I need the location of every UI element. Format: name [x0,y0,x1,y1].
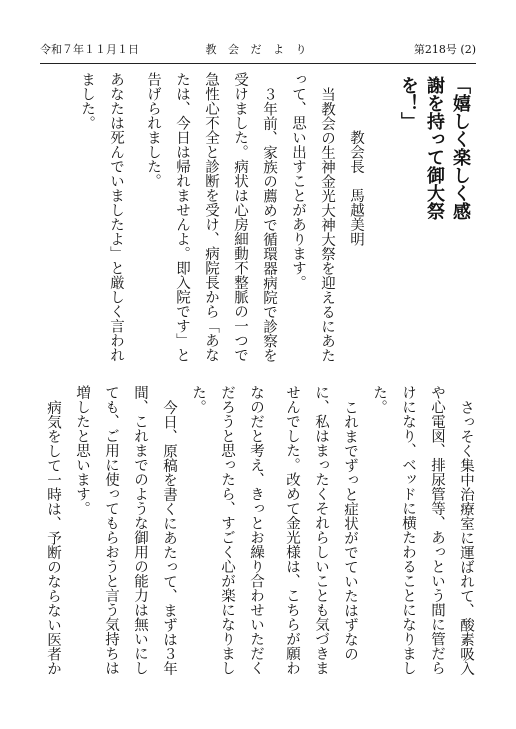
paragraph: 今日、原稿を書くにあたって、まずは３年間、これまでのような御用の能力は無いにしても、ご用に使ってもらおうと言う気持ちは増したと思います。 [74,385,177,675]
article-headline: 「嬉しく楽しく感謝を持って御大祭を！」 [398,76,471,220]
page-header [40,40,476,60]
article-column-bottom-left [40,385,270,685]
paragraph: 当教会の生神金光大神大祭を迎えるにあたって、思い出すことがあります。 [290,72,335,362]
newsletter-title: 教 会 だ よ り [205,43,311,56]
paragraph: これまでずっと症状がでていたはずなのに、私はまったくそれらしいことも気づきませんでした。改めて金光様は、こちらが願わ [284,385,358,675]
issue-date: 令和７年１１月１日 [40,43,139,56]
paragraph: あなたは死んでいましたよ」と厳しく言われました。 [79,72,124,362]
paragraph: なのだと考え、きっとお繰り合わせいただくだろうと思ったら、すごく心が楽になりました。 [190,385,264,675]
header-rule [40,63,476,64]
article-column-bottom-right [280,385,480,685]
issue-number: 第218号 (2) [413,43,476,56]
paragraph: 病気をして一時は、予断のならない医者か [45,399,61,675]
author-byline: 教会長 馬越美明 [348,130,364,246]
article-column-top-left [40,72,130,374]
paragraph: さっそく集中治療室に運ばれて、酸素吸入や心電図、排尿管等、あっという間に管だらけになり、ベッドに横たわることになりました。 [371,385,474,675]
paragraph: ３年前、家族の薦めで循環器病院で診察を受けました。病状は心房細動不整脈の一つで急性心不全と診断を受け、病院長から「あなたは、今日は帰れませんよ。即入院です」と告げられました。 [145,72,277,362]
article-column-top-right [140,72,370,374]
